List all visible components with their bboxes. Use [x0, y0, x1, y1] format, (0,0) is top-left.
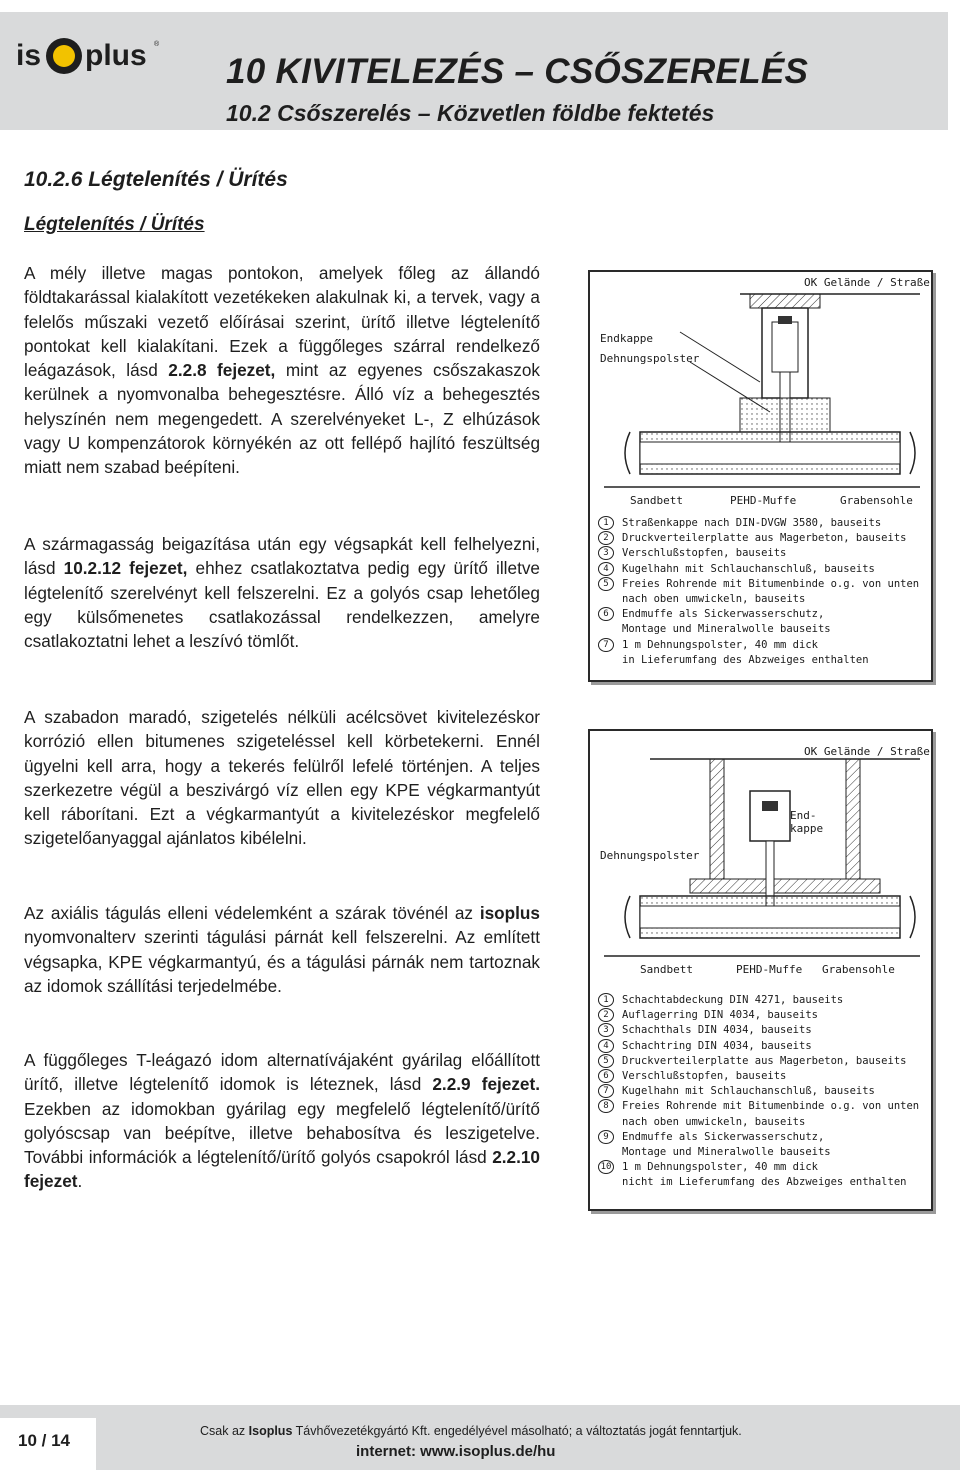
label-end-cap: End- kappe	[790, 809, 824, 835]
chapter-ref: 10.2.12 fejezet,	[63, 558, 188, 579]
label-expansion-pad: Dehnungspolster	[600, 849, 700, 862]
text-run: A mély illetve magas pontokon, amelyek főleg az állandó földtakarással kialakított vezetékeken alakulnak ki, a tervek, vagy a felelős műszaki vezető előírásai szerint, ürítő illetve légtelenítő pontokat kell kialakítani. Ezek a függőleges szárral rendelkező leágazások, lásd	[24, 263, 540, 381]
legend-text: Auflagerring DIN 4034, bauseits	[622, 1009, 818, 1022]
label-ground-level: OK Gelände / Straße	[804, 276, 930, 289]
brand-name: Isoplus	[248, 1424, 293, 1438]
legend-text: Verschlußstopfen, bauseits	[622, 547, 787, 560]
text-run: Ezekben az idomokban gyárilag egy megfelelő légtelenítő/ürítő golyóscsap van beépítve, illetve behabosítva és leszigetelve. További információk a légtelenítő/ürítő golyós csapokról lásd	[24, 1098, 540, 1168]
legend-row	[598, 531, 919, 546]
chapter-title: 10 KIVITELEZÉS – CSŐSZERELÉS	[226, 52, 809, 91]
label-expansion-pad: Dehnungspolster	[600, 352, 700, 365]
label-trench-bottom: Grabensohle	[840, 494, 913, 507]
legend-number: 1	[598, 516, 614, 530]
chapter-ref: 2.2.8 fejezet,	[168, 360, 276, 381]
legend-text: Kugelhahn mit Schlauchanschluß, bauseits	[622, 1085, 875, 1098]
legend-text: Freies Rohrende mit Bitumenbinde o.g. von unten nach oben umwickeln, bauseits	[622, 577, 920, 606]
paragraph-3: A szabadon maradó, szigetelés nélküli acélcsövet kivitelezéskor korrózió ellen bitumenes szigeteléssel kell körbetekerni. Ennél ügyelni kell arra, hogy a tekerés felülről lefelé történjen. A teljes szerkezetre végül a beszivárgó víz ellen egy KPE végkarmantyút kell ráborítani. Ezt a végkarmantyút a kivitelezéskor megfelelő szigetelőanyaggal ajánlatos kibélelni.	[24, 707, 540, 849]
svg-text:plus: plus	[85, 39, 147, 72]
text-run: Az axiális tágulás elleni védelemként a szárak tövénél az	[24, 903, 480, 923]
legend-row	[598, 546, 919, 561]
text-run: .	[77, 1171, 83, 1192]
legend-text: Druckverteilerplatte aus Magerbeton, bauseits	[622, 1054, 907, 1067]
legend-text: Druckverteilerplatte aus Magerbeton, bauseits	[622, 532, 907, 545]
legend-text: Endmuffe als Sickerwasserschutz, Montage und Mineralwolle bauseits	[622, 608, 831, 636]
page-number: 10 / 14	[18, 1431, 70, 1450]
text-run: mint az egyenes csőszakaszok kerülnek a nyomvonalba behegesztésre. Álló víz a behegesztés helyszínén nem megengedett. A szerelvényeket L-, Z elhúzások vagy U kompenzátorok környékén az ott fellépő hajlító feszültség miatt nem szabad beépíteni.	[24, 360, 540, 478]
figure-vent-drain-manhole	[588, 729, 933, 1211]
legend-number: 3	[598, 1023, 614, 1037]
text-run: nyomvonalterv szerinti tágulási párnát kell felszerelni. Az említett végsapka, KPE végkarmantyú, és a tágulási párnák nem tartoznak az idomok szállítási terjedelmébe.	[24, 927, 540, 996]
footer-copyright	[200, 1424, 742, 1438]
legend-row	[598, 993, 919, 1008]
figure1-legend	[598, 516, 919, 668]
legend-number: 2	[598, 1008, 614, 1022]
legend-row	[598, 577, 919, 607]
section-title: 10.2.6 Légtelenítés / Ürítés	[24, 168, 288, 191]
legend-row	[598, 562, 919, 577]
text-run: A szármagasság beigazítása után egy végsapkát kell felhelyezni, lásd	[24, 534, 540, 579]
label-sand-bed: Sandbett	[630, 494, 683, 507]
paragraph-5	[24, 1048, 540, 1194]
brand-name: isoplus	[479, 903, 540, 923]
legend-number: 2	[598, 531, 614, 545]
legend-row	[598, 1039, 919, 1054]
legend-row	[598, 1084, 919, 1099]
legend-row	[598, 1160, 919, 1190]
legend-number: 6	[598, 1069, 614, 1083]
legend-row	[598, 1069, 919, 1084]
legend-row	[598, 638, 919, 668]
text-run: Távhővezetékgyártó Kft. engedélyével másolható; a változtatás jogát fenntartjuk.	[292, 1424, 742, 1438]
legend-row	[598, 1099, 919, 1129]
label-sand-bed: Sandbett	[640, 963, 693, 976]
paragraph-1	[24, 261, 540, 480]
legend-number: 8	[598, 1099, 614, 1113]
section-subtitle: Légtelenítés / Ürítés	[24, 214, 205, 235]
legend-text: Freies Rohrende mit Bitumenbinde o.g. von unten nach oben umwickeln, bauseits	[622, 1100, 920, 1128]
legend-number: 7	[598, 638, 614, 652]
legend-text: Kugelhahn mit Schlauchanschluß, bauseits	[622, 562, 875, 575]
legend-number: 5	[598, 1054, 614, 1068]
legend-number: 4	[598, 562, 614, 576]
chapter-ref: 2.2.9 fejezet.	[432, 1074, 540, 1095]
legend-text: 1 m Dehnungspolster, 40 mm dick in Lieferumfang des Abzweiges enthalten	[622, 638, 869, 666]
legend-row	[598, 1054, 919, 1069]
legend-text: Schachtring DIN 4034, bauseits	[622, 1039, 812, 1052]
legend-number: 5	[598, 577, 614, 591]
isoplus-logo	[14, 34, 164, 78]
paragraph-4	[24, 901, 540, 998]
legend-text: Schachthals DIN 4034, bauseits	[622, 1024, 812, 1037]
legend-number: 10	[598, 1160, 614, 1174]
legend-row	[598, 607, 919, 637]
text-run: Csak az	[200, 1424, 249, 1438]
chapter-subtitle: 10.2 Csőszerelés – Közvetlen földbe fektetés	[226, 100, 715, 126]
legend-number: 9	[598, 1130, 614, 1144]
label-pehd-sleeve: PEHD-Muffe	[736, 963, 803, 976]
legend-row	[598, 1008, 919, 1023]
figure-vent-drain-street-cap	[588, 270, 933, 682]
legend-text: Straßenkappe nach DIN-DVGW 3580, bauseits	[622, 517, 882, 529]
legend-row	[598, 516, 919, 531]
technical-drawing-1	[590, 272, 931, 507]
legend-text: Endmuffe als Sickerwasserschutz, Montage und Mineralwolle bauseits	[622, 1130, 831, 1159]
legend-number: 7	[598, 1084, 614, 1098]
legend-text: 1 m Dehnungspolster, 40 mm dick nicht im Lieferumfang des Abzweiges enthalten	[622, 1161, 907, 1189]
label-ground-level: OK Gelände / Straße	[804, 745, 930, 758]
footer-website-link[interactable]: internet: www.isoplus.de/hu	[356, 1443, 556, 1460]
figure2-legend	[598, 993, 919, 1191]
legend-row	[598, 1130, 919, 1160]
legend-number: 6	[598, 607, 614, 621]
legend-number: 1	[598, 993, 614, 1007]
chapter-ref: 2.2.10 fejezet	[24, 1147, 540, 1192]
paragraph-2	[24, 532, 540, 653]
legend-row	[598, 1023, 919, 1038]
label-end-cap: Endkappe	[600, 332, 653, 345]
svg-text:is: is	[16, 39, 42, 72]
legend-text: Schachtabdeckung DIN 4271, bauseits	[622, 994, 844, 1006]
legend-number: 3	[598, 546, 614, 560]
label-trench-bottom: Grabensohle	[822, 963, 895, 976]
legend-number: 4	[598, 1039, 614, 1053]
label-pehd-sleeve: PEHD-Muffe	[730, 494, 797, 507]
svg-text:®: ®	[154, 41, 160, 48]
text-run: A függőleges T-leágazó idom alternatívájaként gyárilag előállított ürítő, illetve légtelenítő idomok is léteznek, lásd	[24, 1050, 540, 1095]
text-run: ehhez csatlakoztatva pedig egy ürítő illetve légtelenítő szerelvényt kell felszerelni. Ez a golyós csap lehetőleg egy külsőmenetes csatlakozással rendelkezzen, amelyre csatlakoztatni lehet a leszívó tömlőt.	[24, 558, 540, 652]
legend-text: Verschlußstopfen, bauseits	[622, 1070, 787, 1083]
